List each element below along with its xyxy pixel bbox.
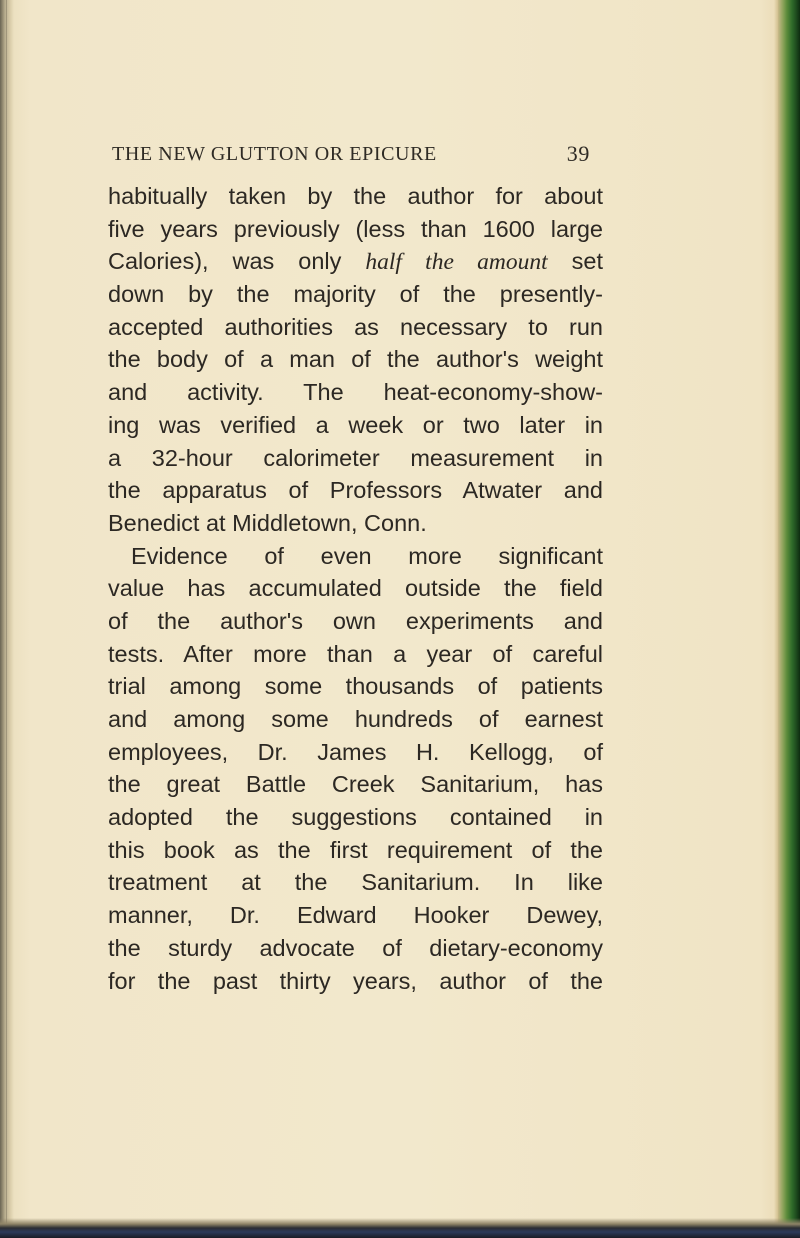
text-segment: Calories), was only: [108, 248, 366, 275]
running-head: THE NEW GLUTTON OR EPICURE: [112, 143, 437, 165]
text-line: ing was verified a week or two later in: [108, 411, 603, 438]
text-line: adopted the suggestions contained in: [108, 804, 603, 831]
text-line: and activity. The heat-economy-show-: [108, 379, 603, 406]
gutter-line: [6, 0, 7, 1238]
text-line: the great Battle Creek Sanitarium, has: [108, 771, 603, 798]
text-line: and among some hundreds of earnest: [108, 706, 603, 732]
book-cover-edge: [778, 0, 800, 1238]
text-line: accepted authorities as necessary to run: [108, 313, 603, 340]
text-line: employees, Dr. James H. Kellogg, of: [108, 738, 603, 765]
page-gutter-shadow: [0, 0, 14, 1238]
text-line: for the past thirty years, author of the: [108, 967, 603, 994]
text-line: of the author's own experiments and: [108, 607, 603, 634]
text-line: tests. After more than a year of careful: [108, 640, 603, 667]
text-line: [108, 245, 603, 278]
emphasized-phrase: half the amount: [365, 249, 548, 276]
text-line: the apparatus of Professors Atwater and: [108, 477, 603, 504]
text-line: a 32-hour calorimeter measurement in: [108, 444, 603, 471]
text-line: the sturdy advocate of dietary-economy: [108, 934, 603, 961]
text-line: this book as the first requirement of the: [108, 836, 603, 863]
text-line: value has accumulated outside the field: [108, 575, 603, 602]
text-line: habitually taken by the author for about: [108, 183, 603, 209]
text-line: five years previously (less than 1600 large: [108, 215, 603, 242]
text-line: the body of a man of the author's weight: [108, 346, 603, 373]
book-bottom-edge: [0, 1218, 800, 1238]
paragraph-start-line: Evidence of even more significant: [131, 542, 603, 569]
body-text: [108, 180, 603, 997]
text-line: treatment at the Sanitarium. In like: [108, 869, 603, 896]
text-line: trial among some thousands of patients: [108, 673, 603, 700]
text-line: down by the majority of the presently-: [108, 281, 603, 308]
text-line: manner, Dr. Edward Hooker Dewey,: [108, 902, 603, 929]
page-header: [110, 139, 600, 173]
page-number: 39: [566, 141, 590, 166]
paragraph-end-line: Benedict at Middletown, Conn.: [108, 509, 427, 536]
text-segment: set: [547, 248, 603, 275]
